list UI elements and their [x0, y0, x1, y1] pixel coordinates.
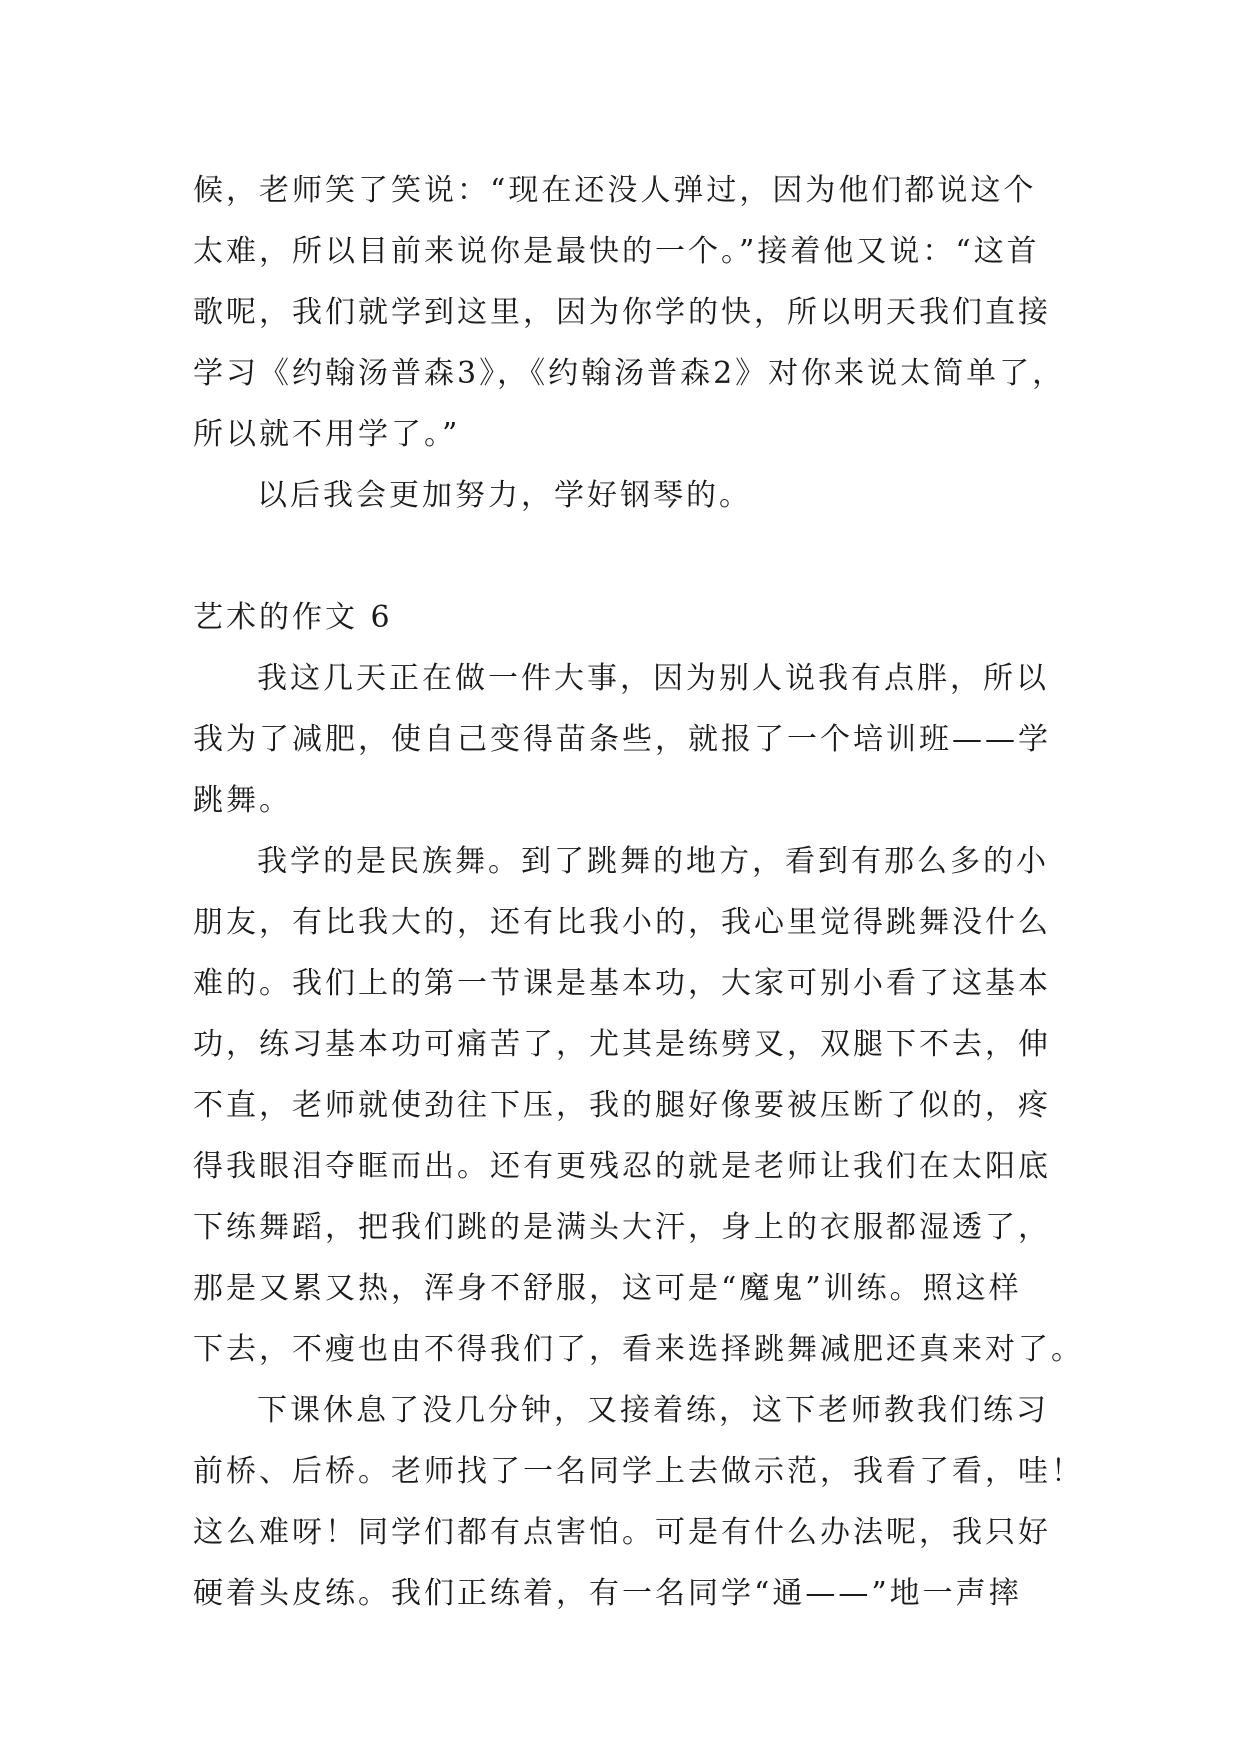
text-line: 我为了减肥，使自己变得苗条些，就报了一个培训班——学	[193, 722, 1051, 757]
text-line: 那是又累又热，浑身不舒服，这可是“魔鬼”训练。照这样	[193, 1271, 1022, 1306]
section-spacer	[193, 526, 1053, 587]
text-line: 这么难呀！同学们都有点害怕。可是有什么办法呢，我只好	[193, 1515, 1051, 1550]
text-line: 功，练习基本功可痛苦了，尤其是练劈叉，双腿下不去，伸	[193, 1027, 1051, 1062]
text-line: 前桥、后桥。老师找了一名同学上去做示范，我看了看，哇！	[193, 1454, 1084, 1489]
text-line: 下去，不瘦也由不得我们了，看来选择跳舞减肥还真来对了。	[193, 1332, 1084, 1367]
essay-paragraph-1	[193, 648, 1053, 831]
text-line: 学习《约翰汤普森3》，《约翰汤普森2》对你来说太简单了，	[193, 356, 1066, 391]
text-line: 歌呢，我们就学到这里，因为你学的快，所以明天我们直接	[193, 295, 1051, 330]
text-line: 候，老师笑了笑说：“现在还没人弹过，因为他们都说这个	[193, 173, 1037, 208]
essay-title: 艺术的作文 6	[193, 600, 393, 635]
text-line: 太难，所以目前来说你是最快的一个。”接着他又说：“这首	[193, 234, 1040, 269]
text-line: 我学的是民族舞。到了跳舞的地方，看到有那么多的小	[257, 844, 1049, 879]
text-line: 难的。我们上的第一节课是基本功，大家可别小看了这基本	[193, 966, 1051, 1001]
text-line: 以后我会更加努力，学好钢琴的。	[257, 478, 752, 513]
text-line: 硬着头皮练。我们正练着，有一名同学“通——”地一声摔	[193, 1576, 1022, 1611]
text-line: 下练舞蹈，把我们跳的是满头大汗，身上的衣服都湿透了，	[193, 1210, 1051, 1245]
continued-paragraph	[193, 160, 1066, 465]
text-line: 跳舞。	[193, 783, 292, 818]
essay-paragraph-3	[193, 1380, 1084, 1624]
document-body	[193, 160, 1084, 1624]
text-line: 得我眼泪夺眶而出。还有更残忍的就是老师让我们在太阳底	[193, 1149, 1051, 1184]
text-line: 不直，老师就使劲往下压，我的腿好像要被压断了似的，疼	[193, 1088, 1051, 1123]
text-line: 所以就不用学了。”	[193, 417, 461, 452]
text-line: 下课休息了没几分钟，又接着练，这下老师教我们练习	[257, 1393, 1049, 1428]
text-line: 我这几天正在做一件大事，因为别人说我有点胖，所以	[257, 661, 1049, 696]
text-line: 朋友，有比我大的，还有比我小的，我心里觉得跳舞没什么	[193, 905, 1051, 940]
essay-paragraph-2	[193, 831, 1084, 1380]
closing-paragraph	[193, 465, 1053, 526]
